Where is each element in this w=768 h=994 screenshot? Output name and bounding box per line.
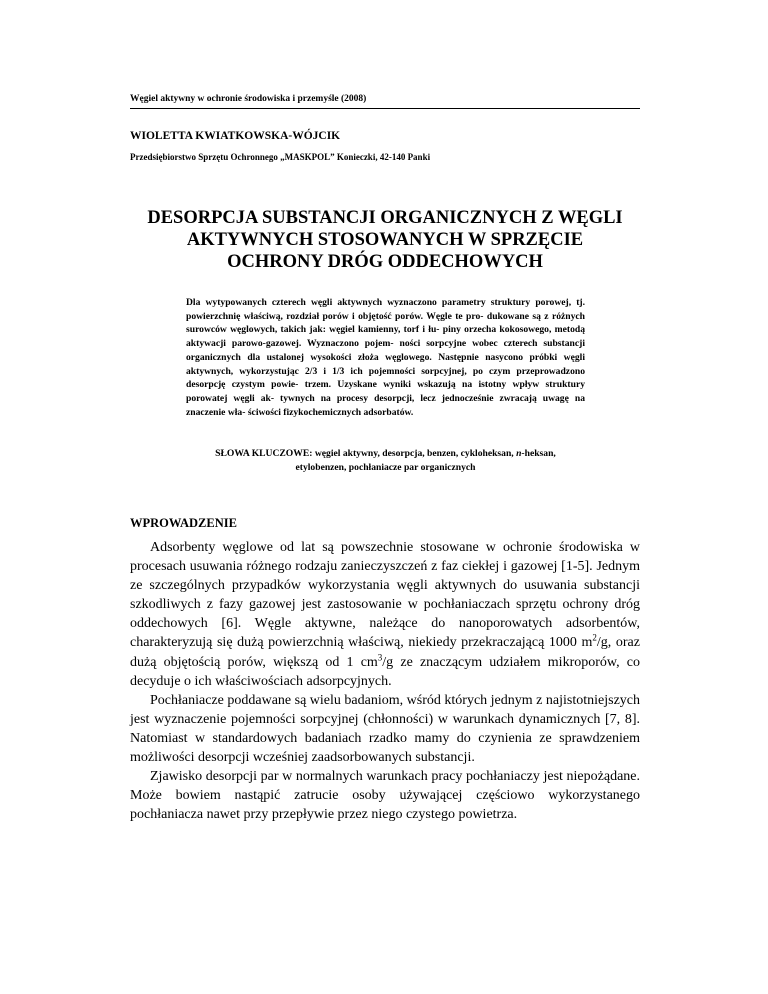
abstract-line: dukowane są z różnych surowców węglowych, takich jak: węgiel kamienny, torf i łu- [186, 310, 585, 336]
abstract-line: i 1/3 ich pojemności sorpcyjnej, po czym przeprowadzono desorpcję czystym powie- [186, 365, 585, 391]
title-line: AKTYWNYCH STOSOWANYCH W SPRZĘCIE [186, 230, 584, 250]
keywords-label: SŁOWA KLUCZOWE: [215, 448, 313, 459]
keywords-text: -heksan, [521, 448, 556, 459]
paper-title [130, 207, 640, 273]
keywords-italic: n [516, 448, 522, 459]
superscript: 3 [377, 651, 383, 662]
paragraph [130, 538, 640, 691]
abstract-line: Dla wytypowanych czterech węgli aktywnych wyznaczono parametry struktury [186, 297, 531, 308]
title-line: DESORPCJA SUBSTANCJI ORGANICZNYCH Z WĘGLI [147, 208, 623, 228]
abstract-line: złoża węglowego. Następnie nasycono próbki węgli aktywnych, wykorzystując 2/3 [186, 351, 586, 377]
abstract-line: tywnych na procesy desorpcji, lecz jednocześnie zwracają uwagę na znaczenie wła- [186, 392, 585, 418]
abstract-line: ności sorpcyjne wobec czterech substancji organicznych dla ustalonej wysokości [186, 338, 585, 363]
abstract-line: trzem. Uzyskane wyniki wskazują na istotny wpływ struktury porowatej węgli ak- [186, 379, 585, 404]
abstract-line: piny orzecha kokosowego, metodą aktywacji parowo-gazowej. Wyznaczono pojem- [186, 324, 585, 350]
superscript: 2 [592, 632, 597, 643]
title-line: OCHRONY DRÓG ODDECHOWYCH [227, 252, 543, 272]
paragraph-text: /g ze znaczącym udziałem mikroporów, co decyduje o ich właściwościach adsorpcyjnych. [130, 654, 640, 689]
running-header: Węgiel aktywny w ochronie środowiska i przemyśle (2008) [130, 94, 640, 109]
paragraph: Zjawisko desorpcji par w normalnych warunkach pracy pochłaniaczy jest niepożądane. Może bowiem nastąpić zatrucie osoby używającej częściowo wykorzystanego pochłaniacza nawet przy przepływie przez niego czystego powietrza. [130, 769, 640, 823]
keywords-text: etylobenzen, pochłaniacze par organicznych [295, 462, 476, 473]
abstract-line: ściwości fizykochemicznych adsorbatów. [247, 406, 414, 418]
author-name: WIOLETTA KWIATKOWSKA-WÓJCIK [130, 130, 341, 142]
body-text [130, 538, 640, 824]
paragraph-text: Adsorbenty węglowe od lat są powszechnie stosowane w ochronie środowiska w procesach usuwania różnego rodzaju zanieczyszczeń z faz ciekłej i gazowej [1-5]. Jednym ze szczególnych przypadków wykorzystania węgli aktywnych do usuwania substancji szkodliwych z fazy gazowej jest zastosowanie w pochłaniaczach sprzętu ochrony dróg oddechowych [6]. Węgle aktywne, należące do nanoporowatych adsorbentów, charakteryzują się dużą powierzchnią właściwą, niekiedy przekraczającą 1000 m [130, 540, 640, 651]
abstract-line: porowej, tj. powierzchnię właściwą, rozdział porów i objętość porów. Węgle te pro- [186, 297, 586, 322]
section-heading: WPROWADZENIE [130, 516, 237, 530]
abstract [186, 296, 585, 419]
author-affiliation: Przedsiębiorstwo Sprzętu Ochronnego „MASKPOL” Konieczki, 42-140 Panki [130, 152, 431, 162]
keywords [186, 447, 585, 475]
paragraph: Pochłaniacze poddawane są wielu badaniom, wśród których jednym z najistotniejszych jest wyznaczenie pojemności sorpcyjnej (chłonności) w warunkach dynamicznych [7, 8]. Natomiast w standardowych badaniach rzadko mamy do czynienia ze sprawdzeniem możliwości desorpcji wcześniej zaadsorbowanych substancji. [130, 692, 640, 766]
paragraph-text: /g, oraz dużą objętością porów, większą od 1 cm [130, 635, 640, 670]
keywords-text: węgiel aktywny, desorpcja, benzen, cykloheksan, [312, 448, 517, 459]
